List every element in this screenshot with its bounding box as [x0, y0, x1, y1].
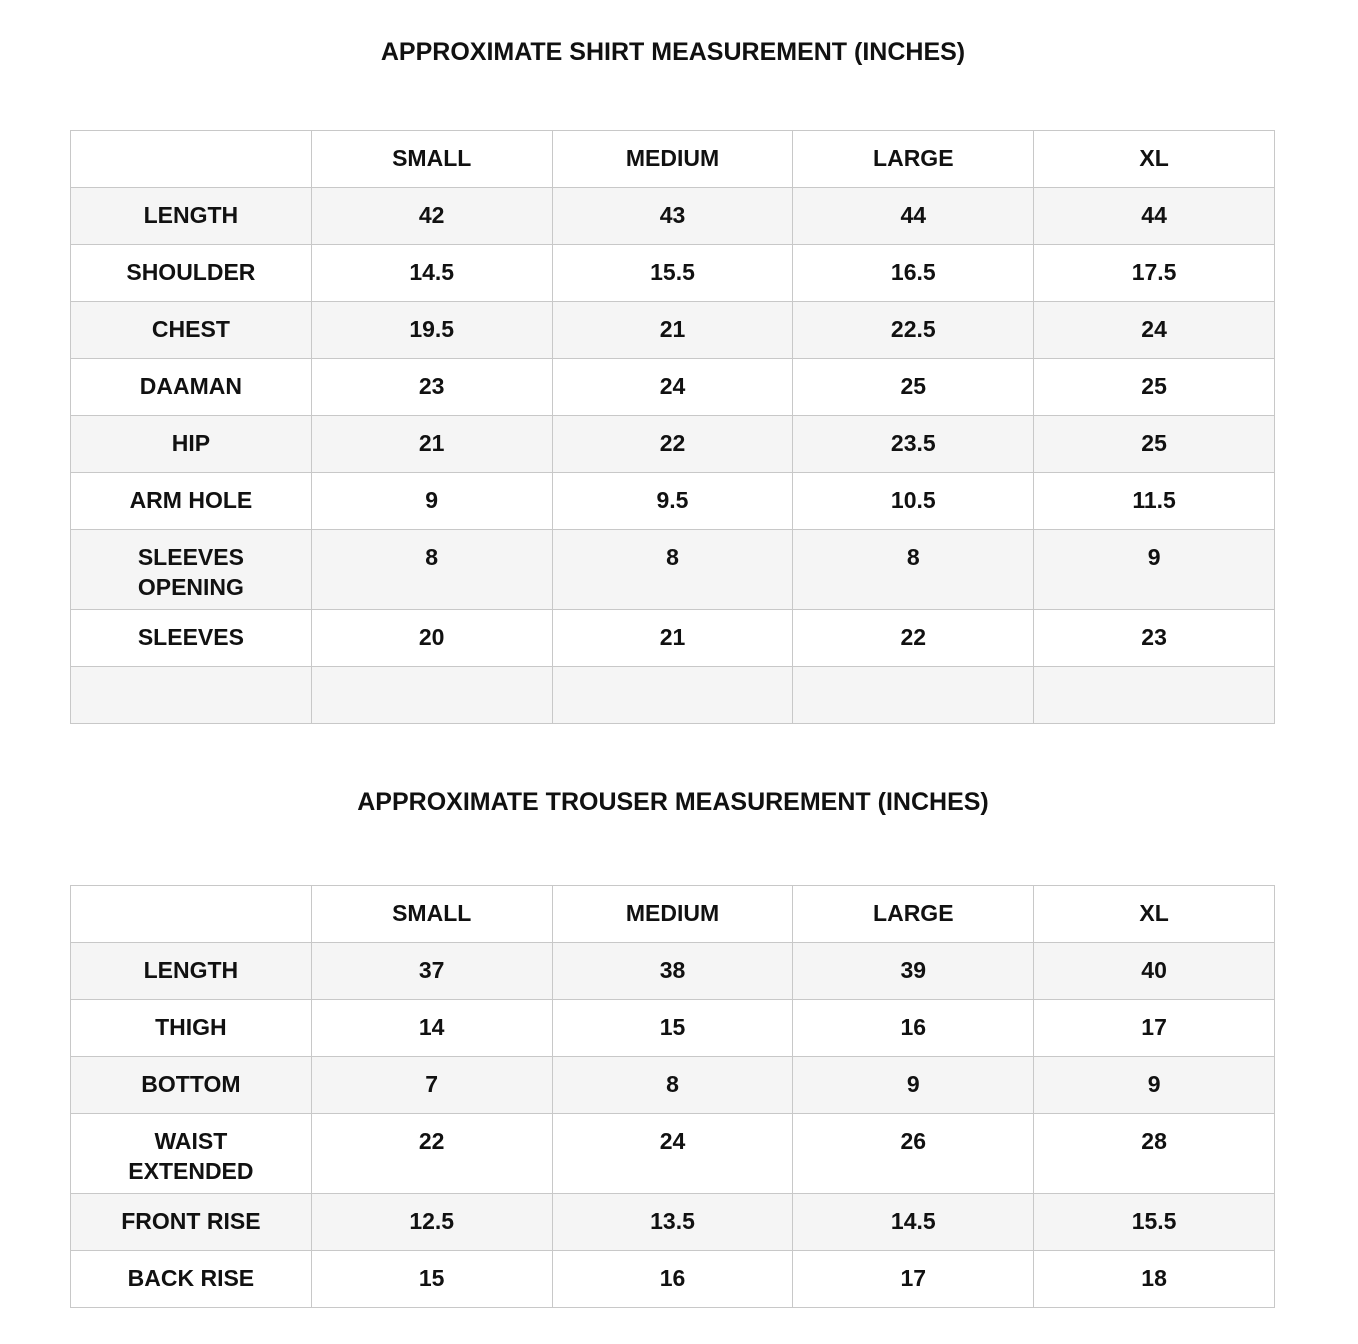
table-cell: 8: [793, 530, 1034, 610]
table-cell: 42: [311, 188, 552, 245]
table-cell: [793, 667, 1034, 724]
header-cell: SMALL: [311, 886, 552, 943]
row-label: THIGH: [71, 1000, 312, 1057]
table-cell: 16.5: [793, 245, 1034, 302]
table-cell: 15: [311, 1251, 552, 1308]
table-cell: 7: [311, 1057, 552, 1114]
table-cell: 16: [793, 1000, 1034, 1057]
table-header-row: [71, 131, 1275, 188]
table-cell: [1034, 667, 1275, 724]
table-cell: 16: [552, 1251, 793, 1308]
row-label: ARM HOLE: [71, 473, 312, 530]
header-cell: [71, 131, 312, 188]
table-cell: 15.5: [1034, 1194, 1275, 1251]
table-cell: 9: [793, 1057, 1034, 1114]
table-cell: 26: [793, 1114, 1034, 1194]
table-cell: 23: [1034, 610, 1275, 667]
row-label: WAIST EXTENDED: [71, 1114, 312, 1194]
table-cell: 21: [311, 416, 552, 473]
table-cell: 8: [552, 1057, 793, 1114]
table-row: [71, 1194, 1275, 1251]
table-cell: 17.5: [1034, 245, 1275, 302]
header-cell: XL: [1034, 131, 1275, 188]
header-cell: MEDIUM: [552, 131, 793, 188]
table-cell: 44: [1034, 188, 1275, 245]
table-cell: 20: [311, 610, 552, 667]
table-cell: 40: [1034, 943, 1275, 1000]
table-cell: 9: [1034, 530, 1275, 610]
table-cell: 22: [793, 610, 1034, 667]
table-cell: [311, 667, 552, 724]
table-cell: 14: [311, 1000, 552, 1057]
table-cell: 25: [1034, 359, 1275, 416]
table-cell: 38: [552, 943, 793, 1000]
table-row: [71, 1114, 1275, 1194]
table-row: [71, 1057, 1275, 1114]
table-cell: 28: [1034, 1114, 1275, 1194]
table-cell: 25: [1034, 416, 1275, 473]
table-row: [71, 245, 1275, 302]
shirt-table-title: APPROXIMATE SHIRT MEASUREMENT (INCHES): [380, 38, 966, 66]
header-cell: MEDIUM: [552, 886, 793, 943]
table-cell: 24: [1034, 302, 1275, 359]
table-cell: 44: [793, 188, 1034, 245]
table-row: [71, 416, 1275, 473]
table-cell: 11.5: [1034, 473, 1275, 530]
table-cell: 10.5: [793, 473, 1034, 530]
table-cell: 9: [1034, 1057, 1275, 1114]
table-cell: 39: [793, 943, 1034, 1000]
table-row: [71, 610, 1275, 667]
table-cell: 23.5: [793, 416, 1034, 473]
table-cell: 43: [552, 188, 793, 245]
table-cell: 12.5: [311, 1194, 552, 1251]
table-row: [71, 188, 1275, 245]
table-cell: 24: [552, 1114, 793, 1194]
table-cell: 17: [793, 1251, 1034, 1308]
row-label: SLEEVES OPENING: [71, 530, 312, 610]
table-cell: [552, 667, 793, 724]
table-header-row: [71, 886, 1275, 943]
header-cell: [71, 886, 312, 943]
header-cell: XL: [1034, 886, 1275, 943]
table-row: [71, 473, 1275, 530]
table-cell: 8: [552, 530, 793, 610]
table-cell: 23: [311, 359, 552, 416]
trouser-measurement-table: [70, 885, 1275, 1308]
table-cell: 21: [552, 610, 793, 667]
row-label: SHOULDER: [71, 245, 312, 302]
header-cell: SMALL: [311, 131, 552, 188]
table-cell: 14.5: [793, 1194, 1034, 1251]
table-cell: 9: [311, 473, 552, 530]
table-cell: 9.5: [552, 473, 793, 530]
table-cell: 21: [552, 302, 793, 359]
table-row: [71, 302, 1275, 359]
table-cell: 15: [552, 1000, 793, 1057]
table-row: [71, 1000, 1275, 1057]
table-row: [71, 1251, 1275, 1308]
row-label: LENGTH: [71, 943, 312, 1000]
table-row: [71, 530, 1275, 610]
table-cell: 19.5: [311, 302, 552, 359]
shirt-measurement-table: [70, 130, 1275, 724]
row-label: BOTTOM: [71, 1057, 312, 1114]
table-cell: 15.5: [552, 245, 793, 302]
row-label: CHEST: [71, 302, 312, 359]
row-label: BACK RISE: [71, 1251, 312, 1308]
table-cell: 22.5: [793, 302, 1034, 359]
row-label: HIP: [71, 416, 312, 473]
table-cell: 22: [311, 1114, 552, 1194]
trouser-table-title: APPROXIMATE TROUSER MEASUREMENT (INCHES): [357, 788, 989, 816]
table-row: [71, 359, 1275, 416]
table-cell: 17: [1034, 1000, 1275, 1057]
table-cell: 8: [311, 530, 552, 610]
row-label: FRONT RISE: [71, 1194, 312, 1251]
table-cell: 22: [552, 416, 793, 473]
table-cell: 25: [793, 359, 1034, 416]
row-label: LENGTH: [71, 188, 312, 245]
table-row: [71, 667, 1275, 724]
table-row: [71, 943, 1275, 1000]
table-cell: 13.5: [552, 1194, 793, 1251]
header-cell: LARGE: [793, 886, 1034, 943]
table-cell: 24: [552, 359, 793, 416]
table-cell: 37: [311, 943, 552, 1000]
row-label: [71, 667, 312, 724]
table-cell: 18: [1034, 1251, 1275, 1308]
table-cell: 14.5: [311, 245, 552, 302]
header-cell: LARGE: [793, 131, 1034, 188]
row-label: DAAMAN: [71, 359, 312, 416]
row-label: SLEEVES: [71, 610, 312, 667]
